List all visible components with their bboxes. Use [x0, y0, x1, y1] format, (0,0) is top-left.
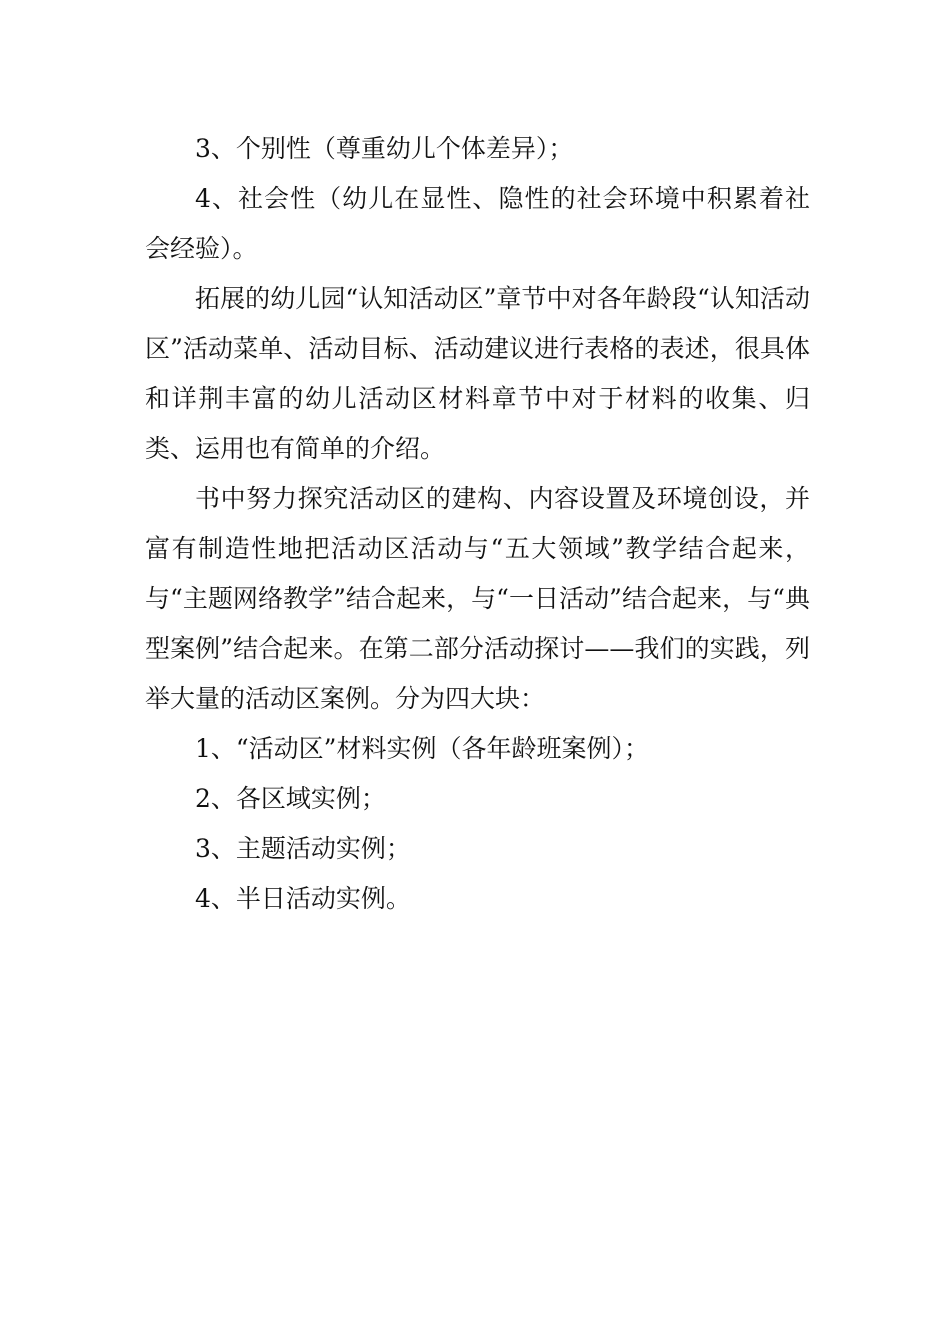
paragraph-item-4: 4、社会性（幼儿在显性、隐性的社会环境中积累着社会经验）。	[145, 184, 810, 263]
list-item-half-day: 4、半日活动实例。	[195, 884, 411, 913]
paragraph-book-overview: 书中努力探究活动区的建构、内容设置及环境创设，并富有制造性地把活动区活动与“五大领域”教学结合起来，与“主题网络教学”结合起来，与“一日活动”结合起来，与“典型案例”结合起来。在第二部分活动探讨——我们的实践，列举大量的活动区案例。分为四大块：	[145, 484, 810, 713]
list-item-regions: 2、各区域实例；	[195, 784, 386, 813]
document-body	[145, 124, 810, 924]
paragraph-item-3: 3、个别性（尊重幼儿个体差异）；	[195, 134, 574, 163]
paragraph-cognitive-area: 拓展的幼儿园“认知活动区”章节中对各年龄段“认知活动区”活动菜单、活动目标、活动建议进行表格的表述，很具体和详荆丰富的幼儿活动区材料章节中对于材料的收集、归类、运用也有简单的介绍。	[145, 284, 810, 463]
list-item-materials: 1、“活动区”材料实例（各年龄班案例）；	[195, 734, 649, 763]
list-item-themes: 3、主题活动实例；	[195, 834, 411, 863]
